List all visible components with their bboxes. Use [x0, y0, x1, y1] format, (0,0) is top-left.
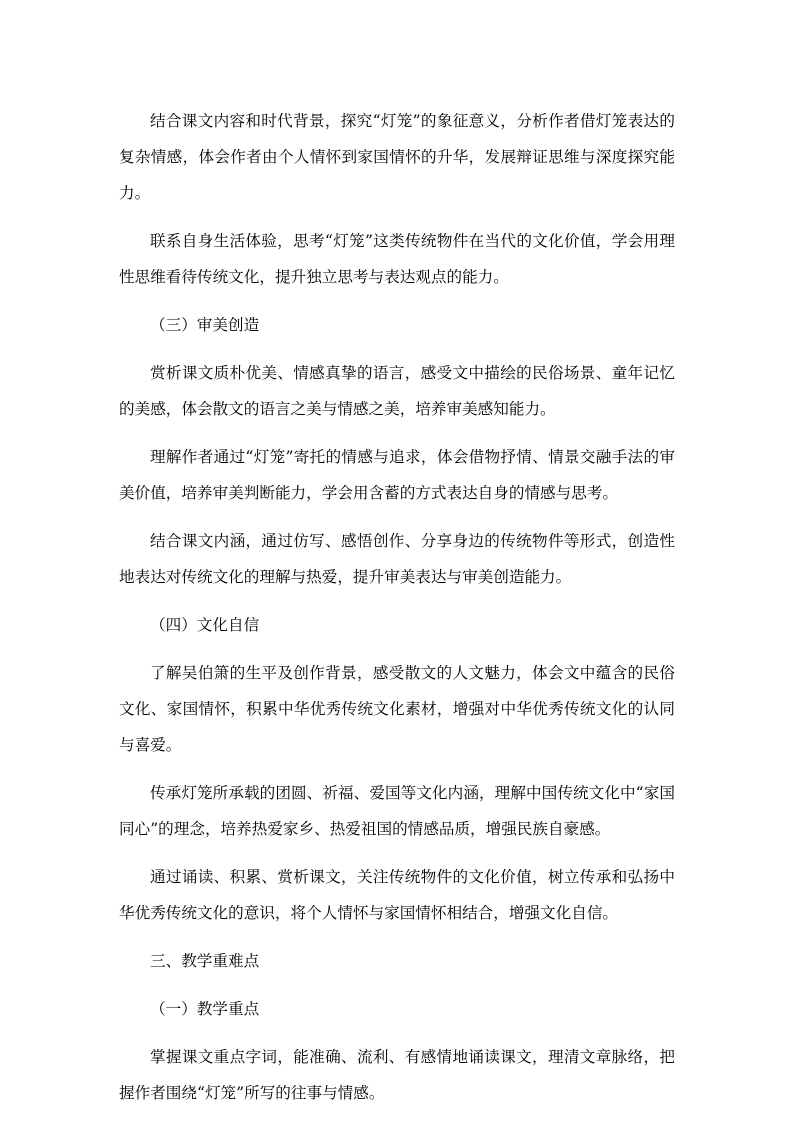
- document-page: [119, 103, 675, 1123]
- paragraph-thinking-life-experience: 联系自身生活体验，思考“灯笼”这类传统物件在当代的文化价值，学会用理性思维看待传统文化，提升独立思考与表达观点的能力。: [119, 232, 675, 286]
- paragraph-culture-confidence: 通过诵读、积累、赏析课文，关注传统物件的文化价值，树立传承和弘扬中华优秀传统文化的意识，将个人情怀与家国情怀相结合，增强文化自信。: [119, 868, 675, 922]
- paragraph-aesthetic-creation: 结合课文内涵，通过仿写、感悟创作、分享身边的传统物件等形式，创造性地表达对传统文化的理解与热爱，提升审美表达与审美创造能力。: [119, 532, 675, 586]
- section-heading-teaching-key-points: 三、教学重难点: [150, 952, 260, 970]
- paragraph-teaching-focus: 掌握课文重点字词，能准确、流利、有感情地诵读课文，理清文章脉络，把握作者围绕“灯笼”所写的往事与情感。: [119, 1048, 675, 1102]
- paragraph-culture-author-background: 了解吴伯箫的生平及创作背景，感受散文的人文魅力，体会文中蕴含的民俗文化、家国情怀，积累中华优秀传统文化素材，增强对中华优秀传统文化的认同与喜爱。: [119, 664, 675, 754]
- section-heading-aesthetic-creation: （三）审美创造: [150, 316, 260, 334]
- paragraph-culture-lantern-heritage: 传承灯笼所承载的团圆、祈福、爱国等文化内涵，理解中国传统文化中“家国同心”的理念，培养热爱家乡、热爱祖国的情感品质，增强民族自豪感。: [119, 784, 675, 838]
- subsection-heading-teaching-focus: （一）教学重点: [150, 1000, 260, 1018]
- paragraph-aesthetic-language: 赏析课文质朴优美、情感真挚的语言，感受文中描绘的民俗场景、童年记忆的美感，体会散文的语言之美与情感之美，培养审美感知能力。: [119, 364, 675, 418]
- paragraph-aesthetic-emotion: 理解作者通过“灯笼”寄托的情感与追求，体会借物抒情、情景交融手法的审美价值，培养审美判断能力，学会用含蓄的方式表达自身的情感与思考。: [119, 448, 675, 502]
- paragraph-thinking-symbolism: 结合课文内容和时代背景，探究“灯笼”的象征意义，分析作者借灯笼表达的复杂情感，体会作者由个人情怀到家国情怀的升华，发展辩证思维与深度探究能力。: [119, 112, 675, 202]
- section-heading-cultural-confidence: （四）文化自信: [150, 616, 260, 634]
